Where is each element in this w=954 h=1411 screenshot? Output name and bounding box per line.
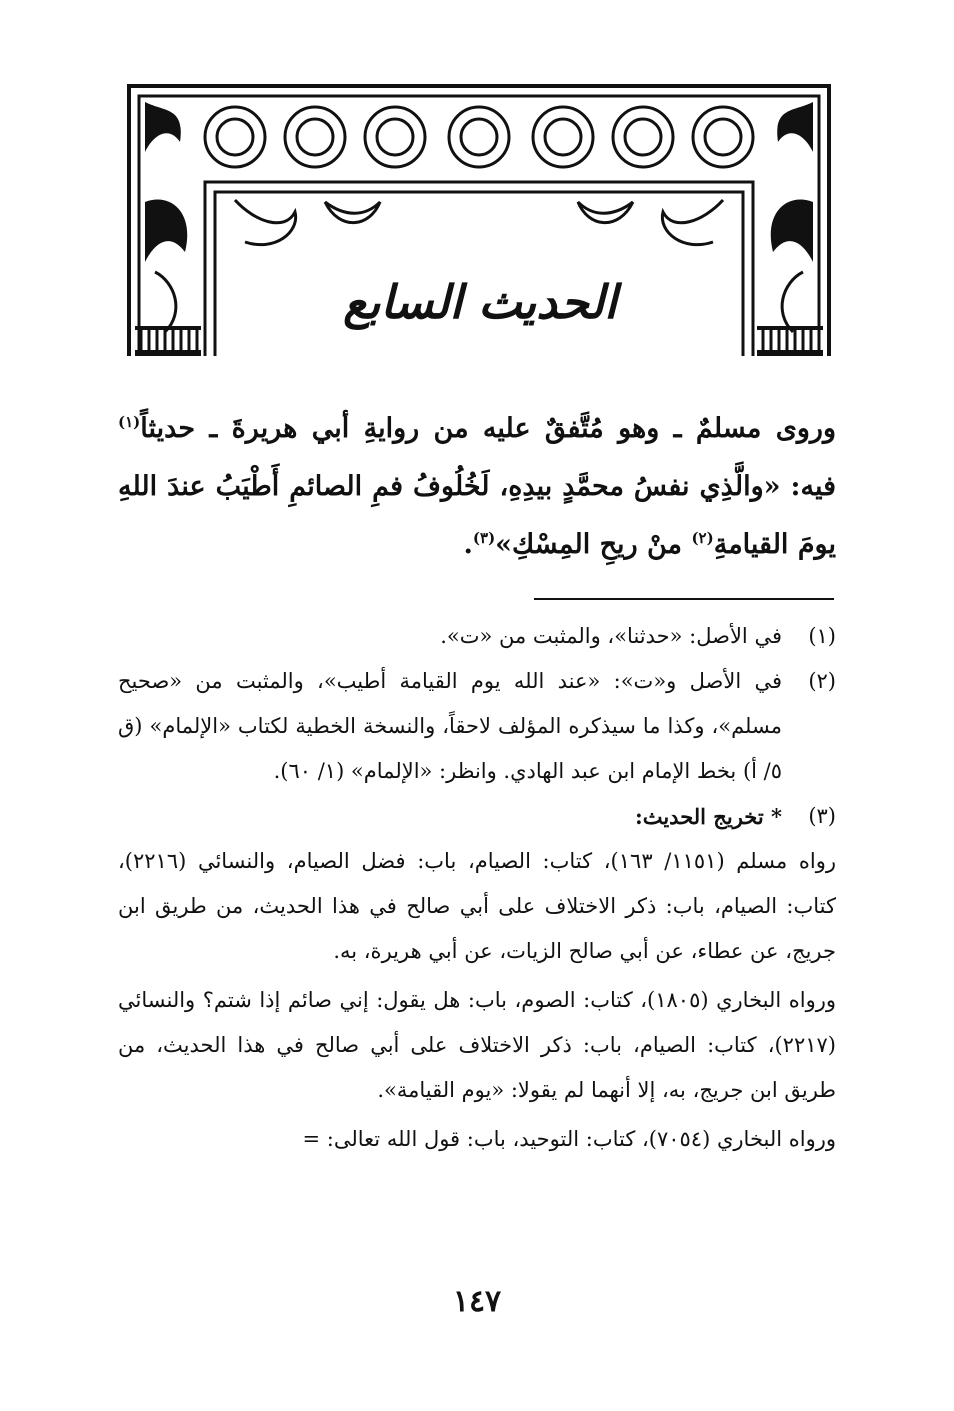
footnote-3 [118,794,836,839]
footnote-text: في الأصل: «حدثنا»، والمثبت من «ت». [440,624,782,648]
chapter-heading: الحديث السابع [343,275,617,329]
footnote-2 [118,659,836,794]
takhrij-paragraph-3: ورواه البخاري (٧٠٥٤)، كتاب: التوحيد، باب: قول الله تعالى: = [302,1127,836,1151]
footnote-number: (٢) [808,669,836,693]
footnotes-section [118,614,836,1166]
footnote-separator [534,598,834,600]
page-number: ١٤٧ [452,1284,502,1319]
footnote-ref-2: (٢) [691,529,714,547]
footnote-1 [118,614,836,659]
hadith-paragraph [118,400,836,574]
footnote-ref-3: (٣) [472,529,496,547]
hadith-text-part2: فيه: «والَّذِي نفسُ محمَّدٍ بيدِهِ، لَخُلُوفُ فمِ الصائمِ أَطْيَبُ عندَ اللهِ يومَ القيامةِ [118,471,836,560]
takhrij-paragraph-2: ورواه البخاري (١٨٠٥)، كتاب: الصوم، باب: هل يقول: إني صائم إذا شتم؟ والنسائي (٢٢١٧)، كتاب: الصيام، باب: ذكر الاختلاف على أبي صالح في هذا الحديث، من طريق ابن جريج، به، إلا أنهما لم يقولا: «يوم القيامة». [118,988,837,1102]
takhrij-title: * تخريج الحديث: [634,804,782,829]
hadith-text-part3: منْ ريحِ المِسْكِ» [495,529,692,560]
footnote-ref-1: (١) [118,413,141,431]
footnote-text: في الأصل و«ت»: «عند الله يوم القيامة أطيب»، والمثبت من «صحيح مسلم»، وكذا ما سيذكره المؤلف لاحقاً، والنسخة الخطية لكتاب «الإلمام» (ق ٥/ أ) بخط الإمام ابن عبد الهادي. وانظر: «الإلمام» (١/ ٦٠). [118,669,782,783]
hadith-text-part1: وروى مسلمٌ ـ وهو مُتَّفقٌ عليه من روايةِ أبي هريرةَ ـ حديثاً [140,413,836,444]
footnote-number: (١) [808,624,836,648]
hadith-text-end: . [463,529,473,560]
takhrij-paragraph-1: رواه مسلم (١١٥١/ ١٦٣)، كتاب: الصيام، باب: فضل الصيام، والنسائي (٢٢١٦)، كتاب: الصيام، باب: ذكر الاختلاف على أبي صالح في هذا الحديث، من طريق ابن جريج، عن عطاء، عن أبي صالح الزيات، عن أبي هريرة، به. [118,849,836,963]
footnote-number: (٣) [808,804,836,828]
